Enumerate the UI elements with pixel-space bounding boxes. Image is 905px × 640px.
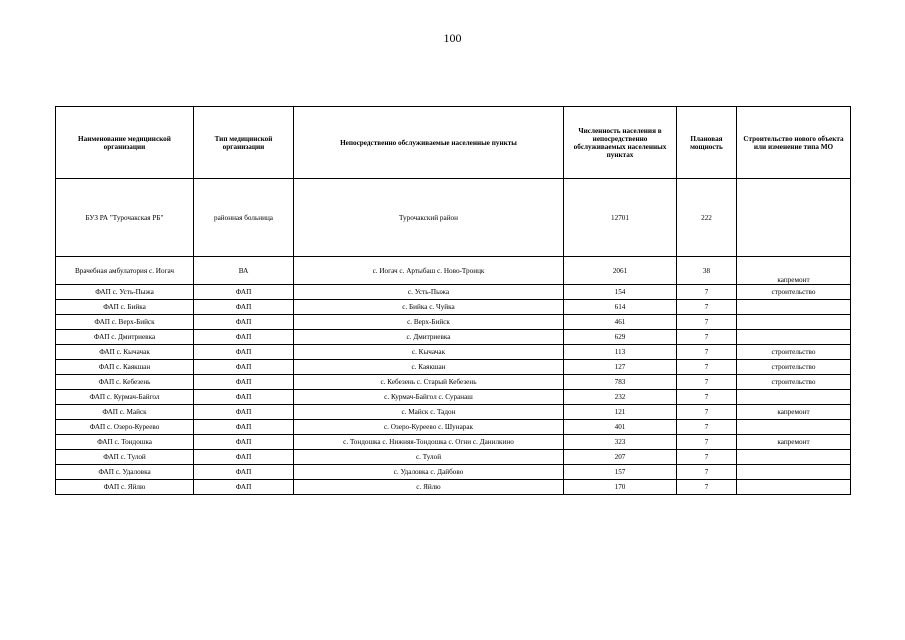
- cell-settlements: с. Кычачак: [294, 345, 564, 360]
- cell-capacity: 38: [677, 257, 737, 285]
- cell-settlements: Турочакский район: [294, 179, 564, 257]
- cell-population: 121: [564, 405, 677, 420]
- table-row: [56, 257, 851, 285]
- cell-capacity: 7: [677, 420, 737, 435]
- table-row: [56, 390, 851, 405]
- cell-org-name: ФАП с. Кебезень: [56, 375, 194, 390]
- cell-org-name: ФАП с. Дмитриевка: [56, 330, 194, 345]
- cell-construction: [737, 390, 851, 405]
- cell-org-type: ФАП: [194, 420, 294, 435]
- table-row: [56, 480, 851, 495]
- cell-settlements: с. Иогач с. Артыбаш с. Ново-Троицк: [294, 257, 564, 285]
- header-row: [56, 107, 851, 179]
- header-org-type: Тип медицинской организации: [194, 107, 294, 179]
- cell-org-name: ФАП с. Кычачак: [56, 345, 194, 360]
- cell-org-type: ФАП: [194, 375, 294, 390]
- cell-population: 629: [564, 330, 677, 345]
- cell-population: 113: [564, 345, 677, 360]
- cell-capacity: 7: [677, 480, 737, 495]
- cell-settlements: с. Озеро-Куреево с. Шунарак: [294, 420, 564, 435]
- cell-org-type: ФАП: [194, 435, 294, 450]
- cell-construction: [737, 450, 851, 465]
- cell-org-type: ФАП: [194, 285, 294, 300]
- cell-org-type: ФАП: [194, 405, 294, 420]
- table-row: [56, 315, 851, 330]
- cell-population: 323: [564, 435, 677, 450]
- cell-org-type: районная больница: [194, 179, 294, 257]
- cell-org-name: ФАП с. Курмач-Байгол: [56, 390, 194, 405]
- page-number: 100: [443, 31, 462, 45]
- cell-construction: [737, 480, 851, 495]
- cell-construction: капремонт: [737, 435, 851, 450]
- cell-population: 783: [564, 375, 677, 390]
- cell-population: 12701: [564, 179, 677, 257]
- cell-settlements: с. Удаловка с. Дайбово: [294, 465, 564, 480]
- cell-settlements: с. Бийка с. Чуйка: [294, 300, 564, 315]
- cell-construction: [737, 420, 851, 435]
- cell-org-type: ФАП: [194, 345, 294, 360]
- table-row: [56, 420, 851, 435]
- header-settlements: Непосредственно обслуживаемые населенные пункты: [294, 107, 564, 179]
- header-construction: Строительство нового объекта или изменение типа МО: [737, 107, 851, 179]
- cell-capacity: 7: [677, 360, 737, 375]
- cell-org-type: ФАП: [194, 300, 294, 315]
- cell-org-name: ФАП с. Озеро-Куреево: [56, 420, 194, 435]
- cell-population: 232: [564, 390, 677, 405]
- cell-capacity: 7: [677, 285, 737, 300]
- cell-construction: [737, 179, 851, 257]
- cell-org-name: ФАП с. Бийка: [56, 300, 194, 315]
- header-population: Численность населения в непосредственно обслуживаемых населенных пунктах: [564, 107, 677, 179]
- table-row: [56, 360, 851, 375]
- cell-capacity: 7: [677, 345, 737, 360]
- cell-org-name: ФАП с. Каякшан: [56, 360, 194, 375]
- cell-population: 461: [564, 315, 677, 330]
- table-row: [56, 405, 851, 420]
- cell-construction: строительство: [737, 375, 851, 390]
- cell-capacity: 7: [677, 435, 737, 450]
- cell-construction: капремонт: [737, 257, 851, 285]
- cell-capacity: 7: [677, 450, 737, 465]
- cell-settlements: с. Майск с. Тадон: [294, 405, 564, 420]
- cell-settlements: с. Курмач-Байгол с. Суранаш: [294, 390, 564, 405]
- cell-org-type: ФАП: [194, 450, 294, 465]
- header-org-name: Наименование медицинской организации: [56, 107, 194, 179]
- table-row: [56, 345, 851, 360]
- cell-settlements: с. Яйлю: [294, 480, 564, 495]
- cell-org-type: ФАП: [194, 465, 294, 480]
- cell-org-name: Врачебная амбулатория с. Иогач: [56, 257, 194, 285]
- cell-org-name: ФАП с. Яйлю: [56, 480, 194, 495]
- cell-construction: [737, 330, 851, 345]
- cell-population: 154: [564, 285, 677, 300]
- table-row: [56, 330, 851, 345]
- table-row: [56, 465, 851, 480]
- cell-population: 207: [564, 450, 677, 465]
- header-capacity: Плановая мощность: [677, 107, 737, 179]
- cell-settlements: с. Каякшан: [294, 360, 564, 375]
- cell-construction: [737, 315, 851, 330]
- cell-capacity: 7: [677, 330, 737, 345]
- cell-capacity: 222: [677, 179, 737, 257]
- cell-capacity: 7: [677, 465, 737, 480]
- cell-org-type: ФАП: [194, 390, 294, 405]
- cell-settlements: с. Тулой: [294, 450, 564, 465]
- cell-org-type: ФАП: [194, 315, 294, 330]
- cell-org-name: ФАП с. Майск: [56, 405, 194, 420]
- cell-capacity: 7: [677, 300, 737, 315]
- cell-org-type: ФАП: [194, 360, 294, 375]
- cell-construction: строительство: [737, 345, 851, 360]
- table-row: [56, 435, 851, 450]
- table-row: [56, 179, 851, 257]
- cell-population: 2061: [564, 257, 677, 285]
- cell-settlements: с. Усть-Пыжа: [294, 285, 564, 300]
- cell-construction: строительство: [737, 285, 851, 300]
- cell-org-type: ФАП: [194, 330, 294, 345]
- cell-construction: [737, 465, 851, 480]
- cell-capacity: 7: [677, 375, 737, 390]
- cell-population: 401: [564, 420, 677, 435]
- cell-org-name: ФАП с. Тулой: [56, 450, 194, 465]
- table-row: [56, 375, 851, 390]
- medical-organizations-table: [55, 106, 851, 495]
- table-row: [56, 450, 851, 465]
- cell-settlements: с. Верх-Бийск: [294, 315, 564, 330]
- cell-construction: капремонт: [737, 405, 851, 420]
- cell-construction: строительство: [737, 360, 851, 375]
- cell-construction: [737, 300, 851, 315]
- cell-org-name: ФАП с. Верх-Бийск: [56, 315, 194, 330]
- cell-org-name: ФАП с. Тондошка: [56, 435, 194, 450]
- cell-population: 127: [564, 360, 677, 375]
- cell-org-name: ФАП с. Удаловка: [56, 465, 194, 480]
- cell-capacity: 7: [677, 390, 737, 405]
- table-row: [56, 300, 851, 315]
- cell-settlements: с. Кебезень с. Старый Кебезень: [294, 375, 564, 390]
- cell-population: 170: [564, 480, 677, 495]
- cell-population: 157: [564, 465, 677, 480]
- cell-capacity: 7: [677, 405, 737, 420]
- cell-capacity: 7: [677, 315, 737, 330]
- cell-org-type: ФАП: [194, 480, 294, 495]
- cell-settlements: с. Дмитриевка: [294, 330, 564, 345]
- cell-org-name: БУЗ РА "Турочакская РБ": [56, 179, 194, 257]
- cell-population: 614: [564, 300, 677, 315]
- cell-org-type: ВА: [194, 257, 294, 285]
- cell-settlements: с. Тондошка с. Нижняя-Тондошка с. Огни с. Данилкино: [294, 435, 564, 450]
- table-row: [56, 285, 851, 300]
- cell-org-name: ФАП с. Усть-Пыжа: [56, 285, 194, 300]
